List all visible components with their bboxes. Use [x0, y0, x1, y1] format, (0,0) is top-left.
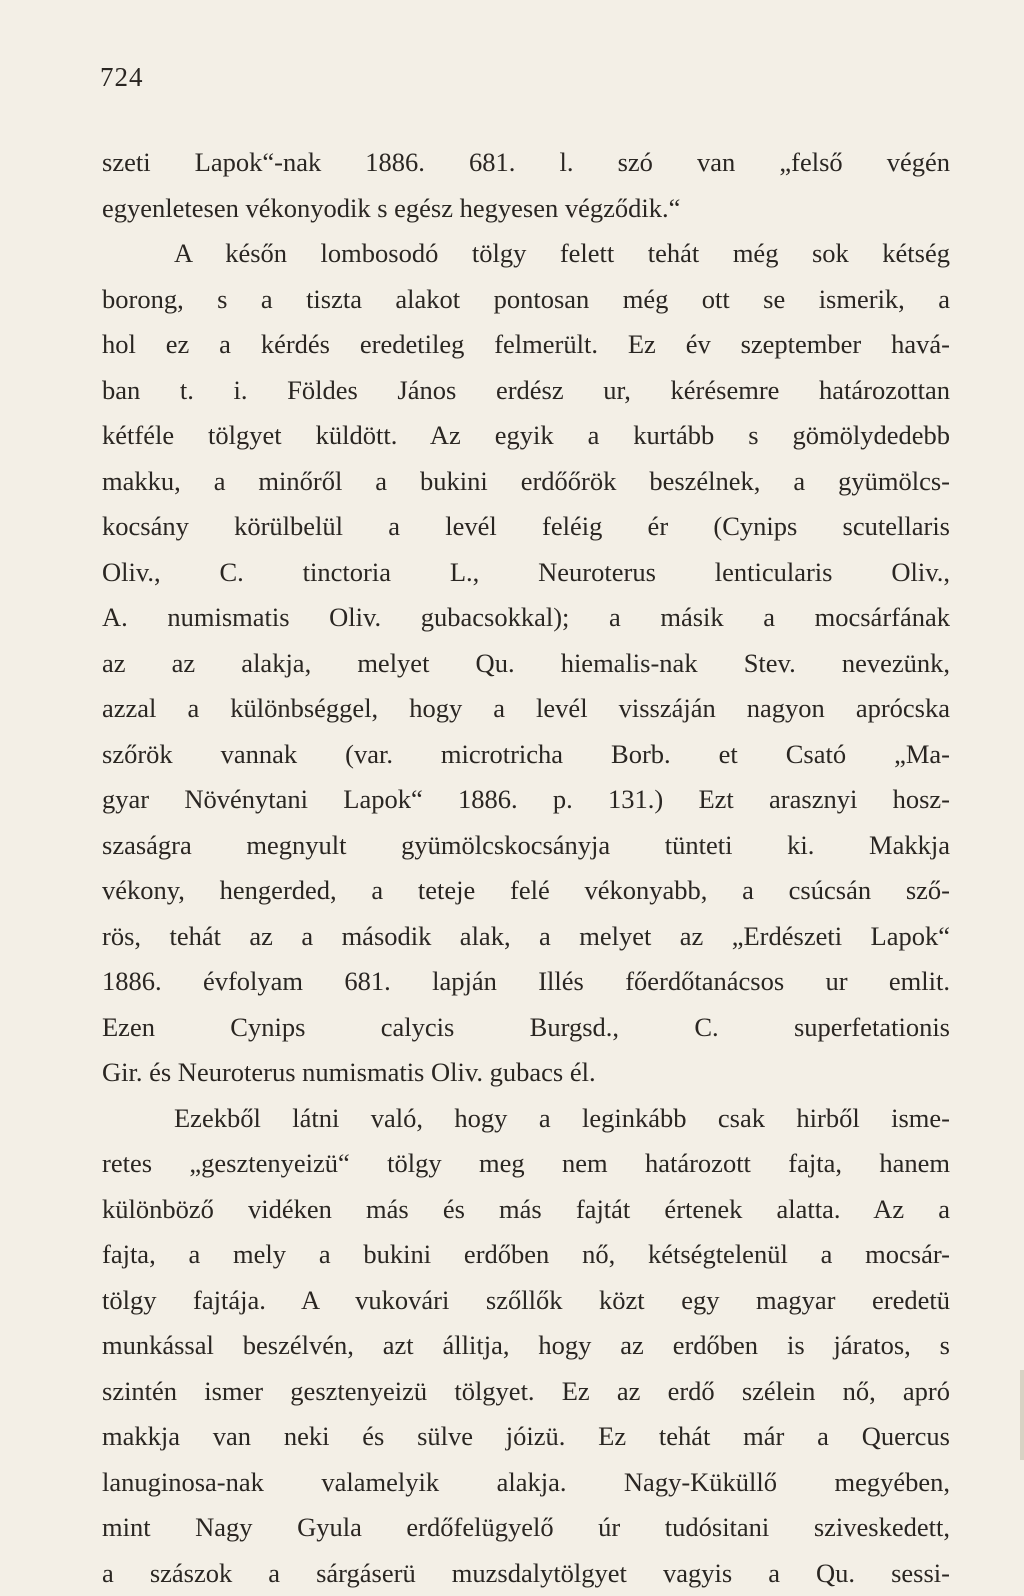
- text-line: munkással beszélvén, azt állitja, hogy az erdőben is járatos, s: [102, 1323, 950, 1369]
- text-line: borong, s a tiszta alakot pontosan még ott se ismerik, a: [102, 277, 950, 323]
- text-line: szaságra megnyult gyümölcskocsányja tünteti ki. Makkja: [102, 823, 950, 869]
- page-edge: [1020, 1370, 1024, 1460]
- text-line: rös, tehát az a második alak, a melyet az „Erdészeti Lapok“: [102, 914, 950, 960]
- text-line: az az alakja, melyet Qu. hiemalis-nak Stev. nevezünk,: [102, 641, 950, 687]
- page-number: 724: [100, 62, 144, 93]
- text-line: egyenletesen vékonyodik s egész hegyesen végződik.“: [102, 186, 950, 232]
- text-line: szintén ismer gesztenyeizü tölgyet. Ez az erdő szélein nő, apró: [102, 1369, 950, 1415]
- text-line: makkja van neki és sülve jóizü. Ez tehát már a Quercus: [102, 1414, 950, 1460]
- text-line: tölgy fajtája. A vukovári szőllők közt egy magyar eredetü: [102, 1278, 950, 1324]
- text-line: makku, a minőről a bukini erdőőrök beszélnek, a gyümölcs-: [102, 459, 950, 505]
- text-line: hol ez a kérdés eredetileg felmerült. Ez év szeptember havá-: [102, 322, 950, 368]
- text-line: kocsány körülbelül a levél feléig ér (Cynips scutellaris: [102, 504, 950, 550]
- text-line: vékony, hengerded, a teteje felé vékonyabb, a csúcsán sző-: [102, 868, 950, 914]
- text-line: ban t. i. Földes János erdész ur, kérésemre határozottan: [102, 368, 950, 414]
- text-line: retes „gesztenyeizü“ tölgy meg nem határozott fajta, hanem: [102, 1141, 950, 1187]
- text-line: különböző vidéken más és más fajtát értenek alatta. Az a: [102, 1187, 950, 1233]
- text-line: kétféle tölgyet küldött. Az egyik a kurtább s gömölydedebb: [102, 413, 950, 459]
- text-line: Oliv., C. tinctoria L., Neuroterus lenticularis Oliv.,: [102, 550, 950, 596]
- text-line: Gir. és Neuroterus numismatis Oliv. gubacs él.: [102, 1050, 950, 1096]
- text-line: mint Nagy Gyula erdőfelügyelő úr tudósitani sziveskedett,: [102, 1505, 950, 1551]
- text-line: szőrök vannak (var. microtricha Borb. et Csató „Ma-: [102, 732, 950, 778]
- text-line: a szászok a sárgáserü muzsdalytölgyet vagyis a Qu. sessi-: [102, 1551, 950, 1596]
- text-line: Ezekből látni való, hogy a leginkább csak hirből isme-: [102, 1096, 950, 1142]
- text-line: azzal a különbséggel, hogy a levél visszáján nagyon aprócska: [102, 686, 950, 732]
- text-line: fajta, a mely a bukini erdőben nő, kétségtelenül a mocsár-: [102, 1232, 950, 1278]
- text-line: szeti Lapok“-nak 1886. 681. l. szó van „felső végén: [102, 140, 950, 186]
- text-line: Ezen Cynips calycis Burgsd., C. superfetationis: [102, 1005, 950, 1051]
- text-line: A későn lombosodó tölgy felett tehát még sok kétség: [102, 231, 950, 277]
- text-line: gyar Növénytani Lapok“ 1886. p. 131.) Ezt arasznyi hosz-: [102, 777, 950, 823]
- text-line: 1886. évfolyam 681. lapján Illés főerdőtanácsos ur emlit.: [102, 959, 950, 1005]
- text-line: lanuginosa-nak valamelyik alakja. Nagy-Küküllő megyében,: [102, 1460, 950, 1506]
- text-line: A. numismatis Oliv. gubacsokkal); a másik a mocsárfának: [102, 595, 950, 641]
- body-text: [102, 140, 950, 1596]
